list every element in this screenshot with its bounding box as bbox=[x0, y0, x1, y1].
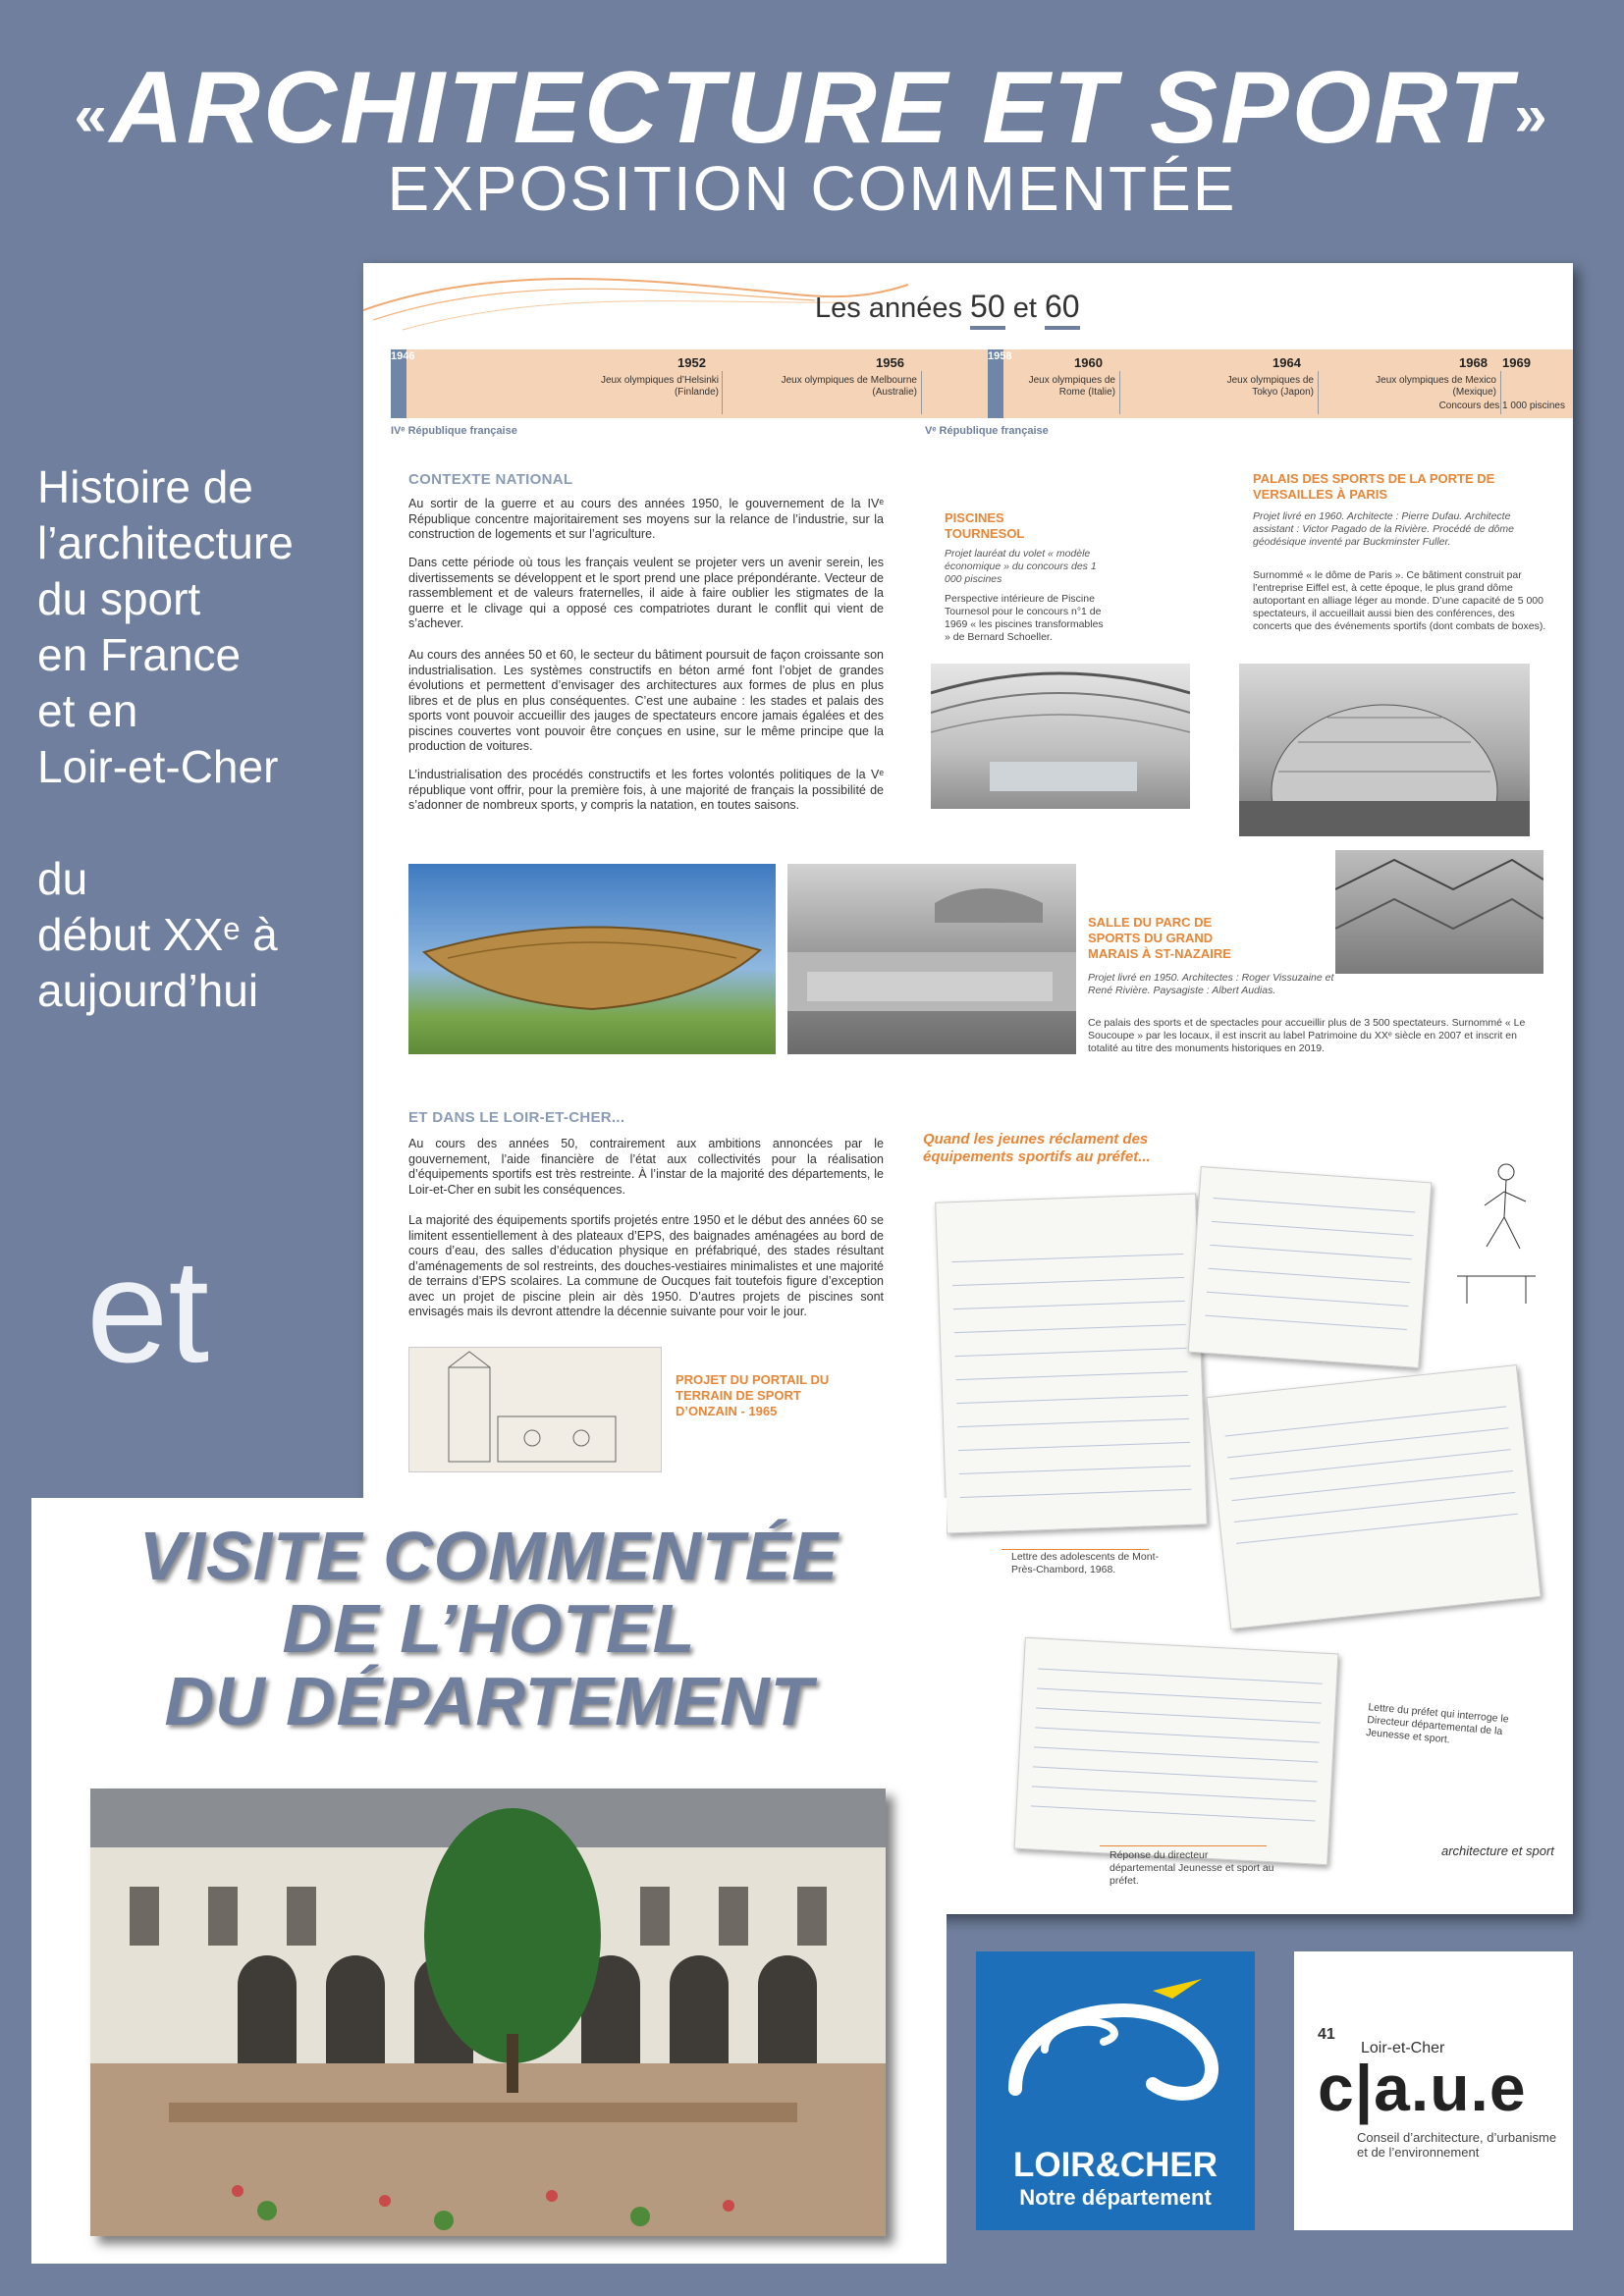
contexte-p1: Au sortir de la guerre et au cours des années 1950, le gouvernement de la IVᵉ République concentre majoritairement ses moyens sur la relance de l’industrie, sur la construction de logements et sur l’agriculture. bbox=[408, 497, 884, 541]
hotel-courtyard-photo bbox=[90, 1789, 886, 2236]
loir-title: ET DANS LE LOIR-ET-CHER... bbox=[408, 1109, 625, 1126]
title-text: ARCHITECTURE ET SPORT bbox=[109, 51, 1515, 165]
handwritten-letter-2 bbox=[1188, 1166, 1433, 1368]
onzain-drawing bbox=[408, 1347, 662, 1472]
caue-desc: Conseil d’architecture, d’urbanisme et de l’environnement bbox=[1357, 2130, 1557, 2160]
loir-p1: Au cours des années 50, contrairement aux ambitions annoncées par le gouvernement, l’aide financière de l’état aux collectivités pour la réalisation d’équipements sportifs est très restreinte. À l’instar de la majorité des départements, le Loir-et-Cher en subit les conséquences. bbox=[408, 1137, 884, 1197]
loir-et-cher-logo bbox=[976, 1951, 1255, 2230]
contexte-p2: Dans cette période où tous les français veulent se projeter vers un avenir serein, les divertissements se développent et le sport prend une place prépondérante. Vecteur de rassemblement et de valeurs fraternelles, il aide à faire oublier les stigmates de la guerre et le clivage qui a opposé ces compatriotes durant le conflit qui vient de s’achever. bbox=[408, 556, 884, 630]
diver-sketch bbox=[1447, 1158, 1545, 1306]
typed-letter-directeur bbox=[1014, 1637, 1339, 1865]
tournesol-title: PISCINES TOURNESOL bbox=[945, 510, 1025, 541]
left-line: en France bbox=[37, 629, 242, 680]
visit-line: VISITE COMMENTÉE bbox=[138, 1518, 839, 1594]
caue-acronym: c|a.u.e bbox=[1318, 2052, 1527, 2124]
visit-card bbox=[31, 1498, 947, 2264]
timeline-year: 1969 bbox=[1502, 355, 1531, 370]
caue-dept: Loir-et-Cher bbox=[1361, 2040, 1445, 2056]
timeline-year: 1968 bbox=[1459, 355, 1488, 370]
republic-4-label: IVᵉ République française bbox=[391, 425, 517, 437]
timeline-year: 1960 bbox=[1074, 355, 1103, 370]
left-line: du bbox=[37, 853, 88, 904]
soucoupe-photo bbox=[408, 864, 776, 1054]
nazaire-title: SALLE DU PARC DE SPORTS DU GRAND MARAIS À ST-NAZAIRE bbox=[1088, 915, 1231, 961]
left-line: Loir-et-Cher bbox=[37, 741, 279, 792]
timeline-start-1958: 1958 bbox=[988, 349, 1003, 418]
left-description bbox=[37, 459, 352, 1019]
versailles-caption: Projet livré en 1960. Architecte : Pierre Dufau. Architecte assistant : Victor Pagado de la Rivière. Procédé de dôme géodésique inventé par Buckminster Fuller. bbox=[1253, 510, 1514, 548]
salamander-icon bbox=[976, 1951, 1255, 2148]
left-line: début XXᵉ à bbox=[37, 909, 278, 960]
quote-open: « bbox=[74, 81, 110, 148]
timeline-year: 1952 bbox=[677, 355, 706, 370]
umbrella-structure-photo bbox=[1335, 850, 1543, 974]
letter-caption-2: Lettre du préfet qui interroge le Directeur départemental de la Jeunesse et sport. bbox=[1365, 1701, 1510, 1746]
onzain-title: PROJET DU PORTAIL DU TERRAIN DE SPORT D’ONZAIN - 1965 bbox=[676, 1372, 830, 1418]
handwritten-letter-1 bbox=[935, 1193, 1208, 1533]
jeunes-title: Quand les jeunes réclament des équipements sportifs au préfet... bbox=[923, 1131, 1151, 1165]
timeline-event: Jeux olympiques d’Helsinki (Finlande) bbox=[600, 375, 719, 398]
timeline-event: Jeux olympiques de Tokyo (Japon) bbox=[1226, 375, 1314, 398]
left-line: Histoire de bbox=[37, 461, 253, 512]
year-60: 60 bbox=[1045, 289, 1080, 330]
timeline-event: Concours des 1 000 piscines bbox=[1438, 400, 1565, 411]
visit-line: DU DÉPARTEMENT bbox=[164, 1663, 814, 1739]
loir-cher-name: LOIR&CHER bbox=[1012, 2146, 1218, 2184]
subtitle: EXPOSITION COMMENTÉE bbox=[387, 153, 1237, 224]
typed-letter-prefet bbox=[1206, 1364, 1541, 1629]
contexte-title: CONTEXTE NATIONAL bbox=[408, 471, 573, 488]
timeline-event: Jeux olympiques de Rome (Italie) bbox=[1028, 375, 1115, 398]
caue-number: 41 bbox=[1318, 2026, 1335, 2043]
tournesol-caption1: Projet lauréat du volet « modèle économique » du concours des 1 000 piscines bbox=[945, 548, 1097, 585]
letter-caption-3: Réponse du directeur départemental Jeunesse et sport au préfet. bbox=[1110, 1849, 1274, 1887]
left-line: du sport bbox=[37, 573, 201, 624]
versailles-dome-photo bbox=[1239, 664, 1530, 836]
tournesol-caption2: Perspective intérieure de Piscine Tournesol pour le concours n°1 de 1969 « les piscines transformables » de Bernard Schoeller. bbox=[945, 593, 1104, 643]
year-50: 50 bbox=[970, 289, 1005, 330]
republic-5-label: Vᵉ République française bbox=[925, 425, 1049, 437]
nazaire-caption: Projet livré en 1950. Architectes : Roger Vissuzaine et René Rivière. Paysagiste : Albert Audias. bbox=[1088, 972, 1334, 996]
left-line: et en bbox=[37, 685, 138, 736]
tournesol-photo bbox=[931, 664, 1190, 809]
left-line: l’architecture bbox=[37, 517, 294, 568]
loir-p2: La majorité des équipements sportifs projetés entre 1950 et le début des années 60 se limitent essentiellement à des plateaux d’EPS, des baignades aménagées au bord de cours d’eau, des salles d’éducation physique en préfabriqué, des stades résultant d’aménagements de sol restreints, des douches-vestiaires minimalistes et une majorité de terrains d’EPS scolaires. La commune de Oucques fait toutefois figure d’exception avec un projet de piscine plein air dès 1950. D’autres projets de piscines sont envisagés mais ils devront attendre la décennie suivante pour voir le jour. bbox=[408, 1213, 884, 1318]
poster-title: Les années 50 et 60 bbox=[815, 289, 1080, 325]
saint-nazaire-photo bbox=[787, 864, 1076, 1054]
timeline-event: Jeux olympiques de Melbourne (Australie) bbox=[781, 375, 917, 398]
loir-cher-tagline: Notre département bbox=[1019, 2185, 1212, 2210]
contexte-p3: Au cours des années 50 et 60, le secteur du bâtiment poursuit de façon croissante son industrialisation. Les systèmes constructifs en béton armé font l’objet de grandes évolutions et permettent d’envisager des architectures aux formes de plus en plus libres et de plus en plus conséquentes. C’est une aubaine : les stades et palais des sports vont pouvoir accueillir des jauges de spectateurs encore jamais égalées et des piscines couvertes vont pouvoir être conçues en usine, sur le même principe que la production de voitures. bbox=[408, 648, 884, 753]
timeline-event: Jeux olympiques de Mexico (Mexique) bbox=[1376, 375, 1496, 398]
nazaire-text: Ce palais des sports et de spectacles pour accueillir plus de 3 500 spectateurs. Surnommé « Le Soucoupe » par les locaux, il est inscrit au label Patrimoine du XXᵉ siècle en 2007 et inscrit en totalité au titre des monuments historiques en 2019. bbox=[1088, 1017, 1526, 1054]
visit-line: DE L’HOTEL bbox=[282, 1590, 696, 1667]
versailles-text: Surnommé « le dôme de Paris ». Ce bâtiment construit par l’entreprise Eiffel est, à cette époque, le plus grand dôme autoportant en alliage léger au monde. D’une capacité de 5 000 spectateurs, il accueillait aussi bien des conférences, des concerts que des événements sportifs (dont combats de boxes). bbox=[1253, 569, 1546, 632]
timeline bbox=[391, 349, 1573, 418]
timeline-year: 1956 bbox=[876, 355, 904, 370]
letter-caption-1: Lettre des adolescents de Mont-Près-Chambord, 1968. bbox=[1011, 1551, 1160, 1575]
architecture-sport-logo: architecture et sport bbox=[1441, 1843, 1554, 1858]
visit-title bbox=[31, 1520, 947, 1737]
quote-close: » bbox=[1514, 81, 1550, 148]
timeline-year: 1964 bbox=[1272, 355, 1301, 370]
timeline-start-1946: 1946 bbox=[391, 349, 406, 418]
caue-logo bbox=[1294, 1951, 1573, 2230]
versailles-title: PALAIS DES SPORTS DE LA PORTE DE VERSAILLES À PARIS bbox=[1253, 471, 1495, 502]
main-title bbox=[0, 51, 1624, 165]
et-word: et bbox=[86, 1228, 210, 1393]
left-line: aujourd’hui bbox=[37, 965, 259, 1016]
contexte-p4: L’industrialisation des procédés constructifs et les fortes volontés politiques de la Vᵉ république vont offrir, pour la première fois, à une majorité de français la possibilité de s’adonner de nombreux sports, y compris la natation, en toutes saisons. bbox=[408, 768, 884, 812]
